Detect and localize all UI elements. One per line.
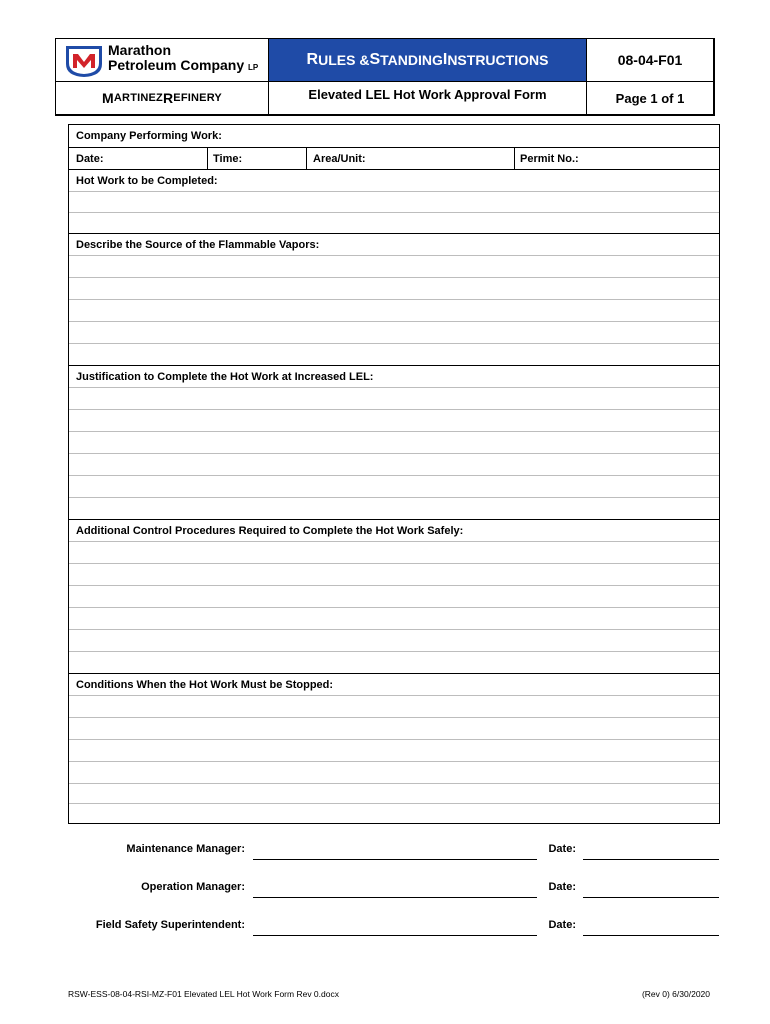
writing-line[interactable] bbox=[69, 717, 719, 739]
writing-line[interactable] bbox=[69, 497, 719, 519]
writing-line[interactable] bbox=[69, 695, 719, 717]
writing-line[interactable] bbox=[69, 563, 719, 585]
doc-type-s: S bbox=[369, 51, 381, 68]
refinery-r: R bbox=[162, 90, 174, 106]
doc-type-r: R bbox=[306, 51, 319, 68]
writing-line[interactable] bbox=[69, 431, 719, 453]
form-title: Elevated LEL Hot Work Approval Form bbox=[269, 82, 587, 115]
writing-line[interactable] bbox=[69, 409, 719, 431]
section-justification bbox=[69, 365, 719, 387]
writing-line[interactable] bbox=[69, 739, 719, 761]
writing-line[interactable] bbox=[69, 475, 719, 497]
doc-type-tanding: TANDING bbox=[380, 52, 443, 68]
writing-line[interactable] bbox=[69, 651, 719, 673]
writing-line[interactable] bbox=[69, 607, 719, 629]
approval-form bbox=[68, 124, 720, 824]
area-unit-label: Area/Unit: bbox=[313, 153, 366, 165]
writing-line[interactable] bbox=[69, 321, 719, 343]
stop-conditions-label: Conditions When the Hot Work Must be Stopped: bbox=[76, 679, 334, 691]
field-safety-label: Field Safety Superintendent: bbox=[95, 919, 245, 931]
maintenance-date-line[interactable] bbox=[583, 859, 719, 860]
hot-work-label: Hot Work to be Completed: bbox=[76, 175, 218, 187]
section-stop-conditions bbox=[69, 673, 719, 695]
operation-date-label: Date: bbox=[548, 881, 576, 893]
divider bbox=[207, 148, 208, 170]
writing-line[interactable] bbox=[69, 387, 719, 409]
writing-line[interactable] bbox=[69, 212, 719, 233]
company-field[interactable] bbox=[69, 125, 719, 147]
writing-line[interactable] bbox=[69, 191, 719, 212]
section-hot-work bbox=[69, 169, 719, 191]
operation-date-line[interactable] bbox=[583, 897, 719, 898]
maintenance-date-label: Date: bbox=[548, 843, 576, 855]
company-name bbox=[108, 43, 258, 75]
writing-line[interactable] bbox=[69, 783, 719, 803]
refinery-m: M bbox=[102, 90, 114, 106]
doc-type-ules: ULES & bbox=[318, 52, 370, 68]
footer-revision: (Rev 0) 6/30/2020 bbox=[641, 989, 710, 999]
control-procedures-label: Additional Control Procedures Required to Complete the Hot Work Safely: bbox=[76, 525, 464, 537]
maintenance-manager-signature-line[interactable] bbox=[253, 859, 537, 860]
section-flammable-source bbox=[69, 233, 719, 255]
time-label: Time: bbox=[213, 153, 243, 165]
company-label: Company Performing Work: bbox=[76, 130, 222, 142]
operation-manager-signature-line[interactable] bbox=[253, 897, 537, 898]
field-safety-date-line[interactable] bbox=[583, 935, 719, 936]
company-logo-cell bbox=[56, 39, 269, 82]
info-row bbox=[69, 147, 719, 169]
doc-type-nstructions: NSTRUCTIONS bbox=[447, 52, 549, 68]
document-header bbox=[55, 38, 715, 116]
company-name-line1: Marathon bbox=[108, 42, 171, 58]
writing-line[interactable] bbox=[69, 299, 719, 321]
company-name-line2: Petroleum Company bbox=[108, 57, 245, 73]
maintenance-manager-label: Maintenance Manager: bbox=[126, 843, 245, 855]
writing-line[interactable] bbox=[69, 277, 719, 299]
writing-line[interactable] bbox=[69, 761, 719, 783]
flammable-source-label: Describe the Source of the Flammable Vapors: bbox=[76, 239, 320, 251]
writing-line[interactable] bbox=[69, 803, 719, 824]
refinery-artinez: ARTINEZ bbox=[113, 92, 163, 104]
marathon-logo-icon bbox=[64, 44, 104, 78]
page-number: Page 1 of 1 bbox=[587, 82, 714, 115]
writing-line[interactable] bbox=[69, 255, 719, 277]
refinery-name bbox=[56, 82, 269, 115]
divider bbox=[306, 148, 307, 170]
doc-type-i: I bbox=[442, 51, 448, 68]
section-control-procedures bbox=[69, 519, 719, 541]
divider bbox=[514, 148, 515, 170]
writing-line[interactable] bbox=[69, 453, 719, 475]
field-safety-date-label: Date: bbox=[548, 919, 576, 931]
refinery-efinery: EFINERY bbox=[173, 92, 222, 104]
writing-line[interactable] bbox=[69, 585, 719, 607]
doc-type-title bbox=[269, 39, 587, 82]
date-label: Date: bbox=[76, 153, 104, 165]
company-lp: LP bbox=[248, 63, 259, 72]
doc-code: 08-04-F01 bbox=[587, 39, 714, 82]
footer-filename: RSW-ESS-08-04-RSI-MZ-F01 Elevated LEL Hot Work Form Rev 0.docx bbox=[68, 989, 339, 999]
justification-label: Justification to Complete the Hot Work at Increased LEL: bbox=[76, 371, 374, 383]
writing-line[interactable] bbox=[69, 541, 719, 563]
permit-no-label: Permit No.: bbox=[520, 153, 579, 165]
writing-line[interactable] bbox=[69, 629, 719, 651]
field-safety-signature-line[interactable] bbox=[253, 935, 537, 936]
writing-line[interactable] bbox=[69, 343, 719, 365]
operation-manager-label: Operation Manager: bbox=[141, 881, 245, 893]
